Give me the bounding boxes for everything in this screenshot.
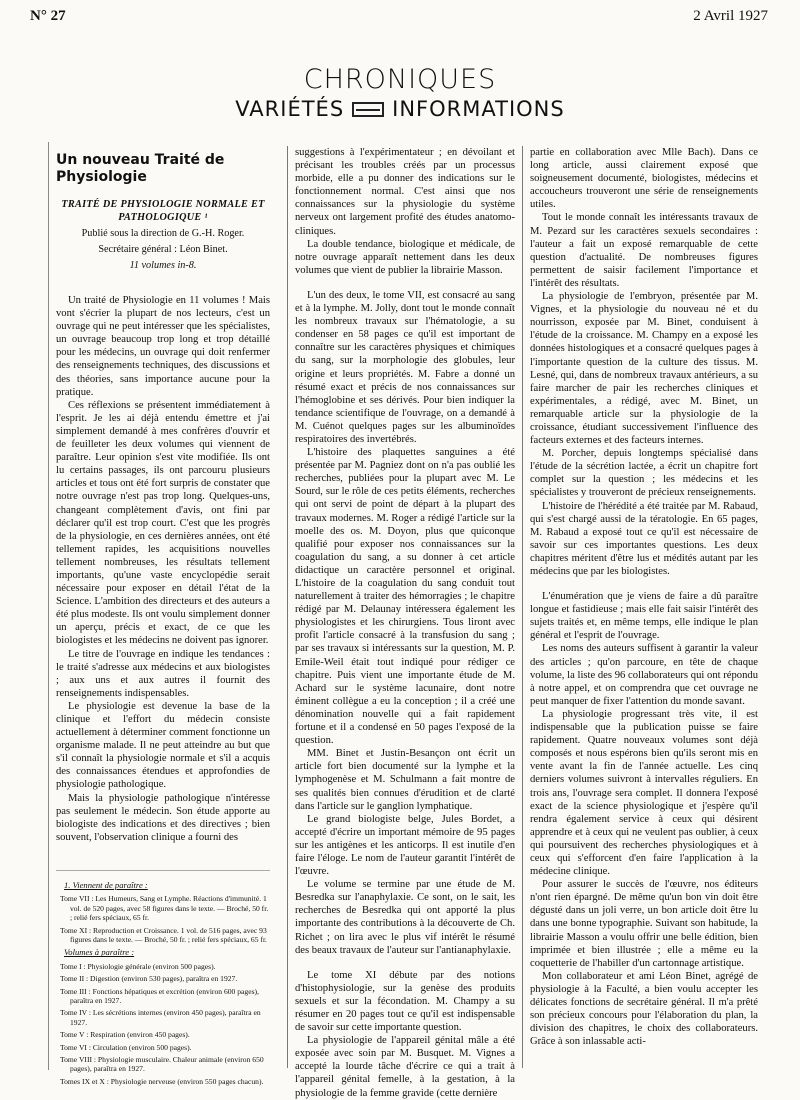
paragraph: La physiologie progressant très vite, il est indispensable que la publication puisse se faire rapidement. Quatre nouveaux volumes sont déjà composés et nous espérons bien qu'ils seront mis en vente avant la fin de l'année actuelle. Les cinq derniers volumes suivront à intervalles réguliers. En trois ans, l'ouvrage sera complet. Il donnera l'exposé exact de la science physiologique et j'espère qu'il rendra également service à ceux qui désirent apprendre et à ceux qui ne veulent pas oublier, à ceux qui poursuivent des recherches physiologiques et à ceux qui s'efforcent d'en faire l'application à la médecine clinique.: [530, 708, 758, 878]
masthead: [0, 64, 800, 121]
footnote-item: Tome IV : Les sécrétions internes (environ 450 pages), paraîtra en 1927.: [60, 1008, 261, 1027]
paragraph: L'énumération que je viens de faire a dû paraître longue et fastidieuse ; mais elle fait saisir l'intérêt des sujets traités et, en même temps, elle indique le plan général et l'esprit de l'ouvrage.: [530, 591, 758, 642]
masthead-right: INFORMATIONS: [392, 97, 565, 121]
paragraph: M. Porcher, depuis longtemps spécialisé dans l'étude de la sécrétion lactée, a écrit un chapitre fort complet sur la question ; les médecins et les spécialistes y trouveront de précieux renseignements.: [530, 448, 758, 499]
footnote-item: Tome VIII : Physiologie musculaire. Chaleur animale (environ 650 pages), paraîtra en 1927.: [60, 1055, 264, 1074]
paragraph: Le volume se termine par une étude de M. Besredka sur l'anaphylaxie. Ce sont, on le sait, les recherches de Besredka qui ont apporté la plus importante des contributions à la découverte de Ch. Richet ; on lira avec le plus vif intérêt le résumé des beaux travaux de l'auteur sur l'antianaphylaxie.: [295, 879, 515, 956]
paragraph: La physiologie de l'appareil génital mâle a été exposée avec soin par M. Busquet. M. Vignes a accepté la lourde tâche d'écrire ce qui a trait à l'appareil génital femelle, à la gestation, à la physiologie de la femme gravide (cette dernière: [295, 1035, 515, 1099]
paragraph: Le tome XI débute par des notions d'histophysiologie, sur la genèse des produits sexuels et sur la fécondation. M. Champy a su résumer en 20 pages tout ce qu'il est indispensable de savoir sur cette importante question.: [295, 969, 515, 1034]
book-direction: Publié sous la direction de G.-H. Roger.: [81, 228, 245, 239]
footnote-item: Tome V : Respiration (environ 450 pages).: [60, 1030, 190, 1040]
footnote-heading-published: 1. Viennent de paraître :: [64, 879, 148, 890]
issue-date: 2 Avril 1927: [693, 8, 768, 24]
footnote-item: Tome VI : Circulation (environ 500 pages).: [60, 1042, 192, 1052]
article-title: Un nouveau Traité de Physiologie: [56, 152, 225, 185]
paragraph: La double tendance, biologique et médicale, de notre ouvrage apparaît nettement dans les deux volumes que vient de publier la librairie Masson.: [295, 238, 515, 276]
footnote-item: Tomes IX et X : Physiologie nerveuse (environ 550 pages chacun).: [60, 1076, 264, 1086]
paragraph: Mon collaborateur et ami Léon Binet, agrégé de physiologie à la Faculté, a bien voulu accepter les délicates fonctions de secrétaire général. Il m'a prêté son précieux concours pour l'élaboration du plan, la division des chapitres, le choix des collaborateurs. Grâce à son inlassable acti-: [530, 970, 758, 1048]
paragraph: Le grand biologiste belge, Jules Bordet, a accepté d'écrire un important mémoire de 95 pages sur les antigènes et les anticorps. Il est inutile d'en faire l'éloge. Le nom de l'auteur garantit l'intérêt de l'œuvre.: [295, 813, 515, 878]
paragraph: Le titre de l'ouvrage en indique les tendances : le traité s'adresse aux médecins et aux biologistes ; aux uns et aux autres il fournit des renseignements indispensables.: [56, 648, 270, 699]
footnote-item: Tome VII : Les Humeurs, Sang et Lymphe. Réactions d'immunité. 1 vol. de 520 pages, avec 58 figures dans le texte. — Broché, 50 fr. ; relié fers spéciaux, 65 fr.: [60, 894, 269, 923]
footnote-item: Tome I : Physiologie générale (environ 500 pages).: [60, 961, 216, 971]
left-rule: [48, 142, 49, 1070]
paragraph: Tout le monde connaît les intéressants travaux de M. Pezard sur les caractères sexuels secondaires : l'auteur a fait un exposé remarquable de cette question d'actualité. De nombreuses figures permettent de saisir facilement l'importance et l'intérêt des résultats.: [530, 212, 758, 289]
footnotes: [56, 870, 270, 1086]
paragraph: L'un des deux, le tome VII, est consacré au sang et à la lymphe. M. Jolly, dont tout le monde connaît les nombreux travaux sur l'hématologie, a su condenser en 58 pages ce qu'il est important de connaître sur les caractères physiques et chimiques du sang, sur la morphologie des globules, leur origine et leurs propriétés. M. Fabre a donné un résumé exact et précis de nos connaissances sur l'hémoglobine et ses dérivés. Pour bien indiquer la tendance scientifique de l'ouvrage, on a demandé à M. Cuénot quelques pages sur les albuminoïdes respiratoires des invertébrés.: [295, 289, 515, 445]
footnote-item: Tome XI : Reproduction et Croissance. 1 vol. de 516 pages, avec 93 figures dans le texte. — Broché, 50 fr. ; relié fers spéciaux, 65 fr.: [60, 925, 267, 944]
column-1: [56, 142, 270, 1086]
masthead-left: VARIÉTÉS: [235, 97, 345, 121]
column-3: [530, 146, 758, 1068]
ornament-icon: [352, 102, 384, 117]
paragraph: partie en collaboration avec Mlle Bach). Dans ce long article, aussi clairement exposé que soigneusement documenté, biologistes, médecins et accoucheurs trouveront une série de renseignements utiles.: [530, 147, 758, 211]
paragraph: Les noms des auteurs suffisent à garantir la valeur des articles ; qu'on parcoure, en tête de chaque volume, la liste des 96 collaborateurs qui ont répondu à notre appel, et on comprendra que cet ouvrage ne peut manquer de fixer l'attention du monde savant.: [530, 643, 758, 707]
masthead-title: CHRONIQUES: [303, 64, 497, 95]
book-volumes: 11 volumes in-8.: [129, 260, 197, 271]
paragraph: Pour assurer le succès de l'œuvre, nos éditeurs n'ont rien épargné. De même qu'un bon vin doit être dégusté dans un joli verre, un bon article doit être lu dans une bonne typographie. Suivant son habitude, la librairie Masson a voulu offrir une belle édition, bien imprimée et bien illustrée ; elle a même eu la coquetterie de l'habiller d'un cartonnage artistique.: [530, 879, 758, 969]
column-2: [287, 146, 523, 1099]
book-title: TRAITÉ DE PHYSIOLOGIE NORMALE ET PATHOLOGIQUE ¹: [61, 199, 265, 223]
book-secretary: Secrétaire général : Léon Binet.: [98, 244, 228, 255]
page-header: [30, 8, 768, 28]
paragraph: Ces réflexions se présentent immédiatement à l'esprit. Je les ai déjà entendu émettre et j'ai simplement demandé à mes confrères d'ouvrir et de feuilleter les deux volumes qui viennent de paraître. Leur opinion s'est vite modifiée. Ils ont lu certains passages, ils ont parcouru plusieurs articles et tous ont été fort surpris de constater que notre ouvrage n'est pas trop long. Quelques-uns, changeant complètement d'avis, ont fini par déclarer qu'il est trop court. C'est que les progrès de la physiologie, en ces dernières années, ont été tellement rapides, les acquisitions nouvelles tellement nombreuses, les résultats tellement importants, qu'une vaste encyclopédie serait nécessaire pour exposer en détail l'état de la Science. L'ambition des directeurs et des auteurs a été plus modeste. Ils ont voulu simplement donner un aperçu, précis et exact, de ce que les biologistes et les médecins ne doivent pas ignorer.: [56, 399, 270, 647]
footnote-item: Tome II : Digestion (environ 530 pages), paraîtra en 1927.: [60, 974, 238, 984]
issue-number: N° 27: [30, 8, 66, 24]
paragraph: Le physiologie est devenue la base de la clinique et l'effort du médecin consiste actuellement à déterminer comment fonctionne un organisme malade. Il ne peut atteindre au but que s'il connaît la physiologie normale et s'il a acquis des connaissances étendues et approfondies de physiologie pathologique.: [56, 700, 270, 791]
paragraph: Un traité de Physiologie en 11 volumes ! Mais vont s'écrier la plupart de nos lecteurs, c'est un ouvrage qui ne peut intéresser que les spécialistes, un ouvrage beaucoup trop long et trop détaillé pour les médecins, un ouvrage qui doit renfermer des renseignements techniques, des discussions et des théories, sans importance aucune pour la pratique.: [56, 295, 270, 398]
paragraph: Mais la physiologie pathologique n'intéresse pas seulement le médecin. Son étude apporte au biologiste des indications et des directives ; bien souvent, l'observation clinique a fourni des: [56, 792, 270, 843]
paragraph: La physiologie de l'embryon, présentée par M. Vignes, et la physiologie du nouveau né et du nourrisson, exposée par M. Binet, conduisent à l'étude de la croissance. M. Champy en a exposé les données histologiques et a consacré quelques pages à l'importante question de la culture des tissus. M. Lesné, qui, dans de nombreux travaux antérieurs, a su faire marcher de pair les recherches cliniques et expérimentales, a rédigé, avec M. Binet, un remarquable article sur la physiologie de la croissance, étudiant successivement l'influence des facteurs externes et des facteurs internes.: [530, 291, 758, 447]
paragraph: L'histoire de l'hérédité a été traitée par M. Rabaud, qui s'est chargé aussi de la tératologie. En 65 pages, M. Rabaud a exposé tout ce qu'il est nécessaire de savoir sur ces importantes questions. Les deux chapitres méritent d'être lus et médités autant par les médecins que par les biologistes.: [530, 500, 758, 577]
paragraph: MM. Binet et Justin-Besançon ont écrit un article fort bien documenté sur la lymphe et la lymphogenèse et M. Schulmann a fait montre de ses qualités bien connues d'érudition et de clarté dans l'article sur le ganglion lymphatique.: [295, 748, 515, 812]
masthead-subtitle: [0, 97, 800, 121]
footnote-heading-upcoming: Volumes à paraître :: [64, 947, 135, 958]
paragraph: suggestions à l'expérimentateur ; en dévoilant et précisant les troubles créés par un processus morbide, elle a pu donner des indications sur le fonctionnement normal. C'est ainsi que nos connaissances sur la physiologie du système nerveux ont largement profité des études anatomo-cliniques.: [295, 147, 515, 237]
footnote-item: Tome III : Fonctions hépatiques et excrétion (environ 600 pages), paraîtra en 1927.: [60, 986, 259, 1005]
paragraph: L'histoire des plaquettes sanguines a été présentée par M. Pagniez dont on n'a pas oublié les recherches, publiées pour la plupart avec M. Le Sourd, sur le rôle de ces petits éléments, recherches qui ont servi de point de départ à la plupart des travaux modernes. M. Roger a rédigé l'article sur la moelle des os. M. Doyon, plus que quiconque qualifié pour exposer nos connaissances sur la coagulation du sang, a su donner à cet article didactique un caractère personnel et original. L'histoire de la coagulation du sang conduit tout naturellement à traiter des hémorragies ; le chapitre rédigé par M. Delaunay intéressera également les physiologistes et les chirurgiens. Tous liront avec profit l'article consacré à la transfusion du sang ; par ses travaux si intéressants sur la question, M. P. Emile-Weil était tout indiqué pour rédiger ce chapitre. Puis vient une importante étude de M. Achard sur le système lacunaire, dont notre éminent collègue a eu la conception ; il a créé une dénomination nouvelle qui a fait rapidement fortune et il a condensé en 50 pages l'exposé de la question.: [295, 447, 515, 747]
